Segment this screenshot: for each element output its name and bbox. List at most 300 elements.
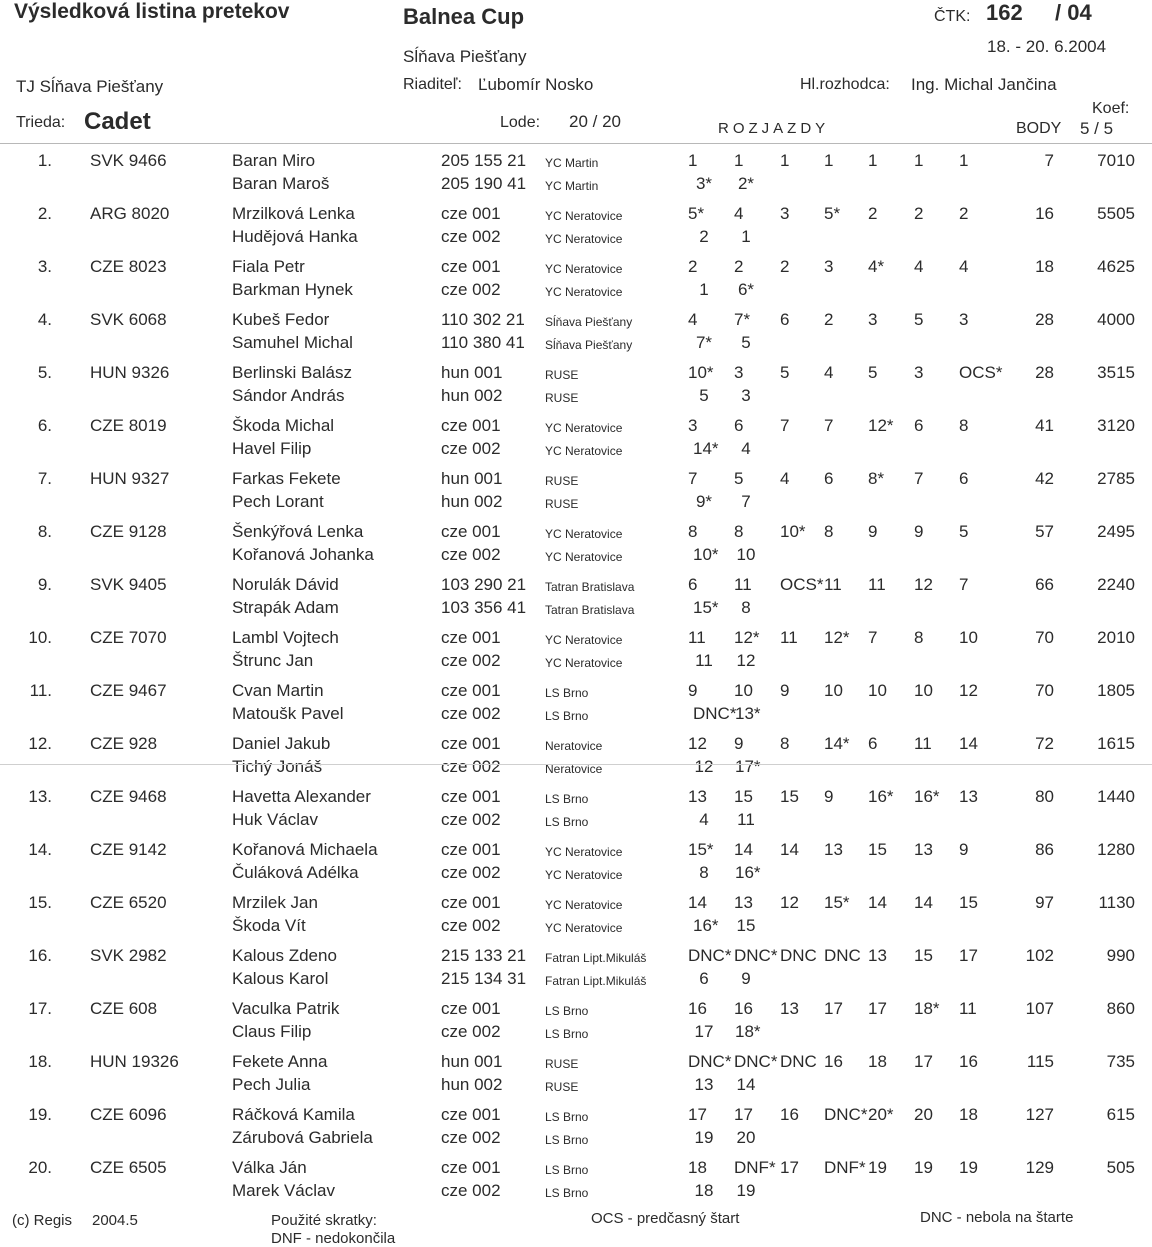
score: 3120 — [1097, 416, 1135, 435]
member-code: cze 001 — [441, 840, 501, 859]
race-result: 12 — [780, 893, 799, 912]
race-result: 16 — [734, 999, 753, 1018]
race-result: 7 — [824, 416, 834, 435]
race-result: 3 — [734, 363, 744, 382]
race-result: 2 — [688, 257, 698, 276]
rank: 15. — [28, 893, 52, 912]
director-label: Riaditeľ: — [403, 76, 462, 93]
club-name: YC Neratovice — [545, 232, 623, 246]
crew-name: Samuhel Michal — [232, 333, 353, 352]
member-code: cze 001 — [441, 1158, 501, 1177]
sail-number: CZE 9128 — [90, 522, 167, 541]
helm-name: Cvan Martin — [232, 681, 324, 700]
race-result: 3 — [824, 257, 834, 276]
race-result: 3 — [688, 416, 698, 435]
sail-number: SVK 9405 — [90, 575, 167, 594]
member-code: cze 002 — [441, 439, 501, 458]
race-result: 18 — [959, 1105, 978, 1124]
race-result: 3* — [695, 174, 713, 193]
race-result: 6 — [780, 310, 790, 329]
member-code: cze 001 — [441, 893, 501, 912]
club-name: YC Neratovice — [545, 527, 623, 541]
sail-number: SVK 2982 — [90, 946, 167, 965]
sail-number: SVK 9466 — [90, 151, 167, 170]
race-result: 9* — [695, 492, 713, 511]
points-header: BODY — [1016, 120, 1062, 137]
member-code: hun 002 — [441, 492, 503, 511]
race-result: 13 — [780, 999, 799, 1018]
race-result: 1 — [868, 151, 878, 170]
race-result: DNC* — [688, 1052, 732, 1071]
member-code: hun 001 — [441, 1052, 503, 1071]
member-code: cze 001 — [441, 1105, 501, 1124]
total-points: 42 — [1035, 469, 1054, 488]
table-row — [0, 890, 1152, 943]
member-code: hun 002 — [441, 386, 503, 405]
race-result: 2 — [699, 227, 709, 246]
header-separator — [0, 143, 1152, 144]
race-result: 5 — [959, 522, 969, 541]
race-result: 3 — [914, 363, 924, 382]
race-result: 11 — [737, 810, 755, 829]
table-row — [0, 307, 1152, 360]
club-name: YC Neratovice — [545, 421, 623, 435]
crew-name: Marek Václav — [232, 1181, 335, 1200]
race-result: DNF* — [734, 1158, 776, 1177]
member-code: cze 002 — [441, 704, 501, 723]
race-result: 10* — [780, 522, 806, 541]
rank: 5. — [37, 363, 52, 382]
member-code: cze 002 — [441, 1181, 501, 1200]
club-name: RUSE — [545, 474, 579, 488]
club-name: Fatran Lipt.Mikuláš — [545, 974, 647, 988]
member-code: cze 001 — [441, 787, 501, 806]
score: 1805 — [1097, 681, 1135, 700]
ctk-year: / 04 — [1055, 0, 1092, 25]
score: 505 — [1106, 1158, 1135, 1177]
sail-number: CZE 6505 — [90, 1158, 167, 1177]
member-code: cze 002 — [441, 916, 501, 935]
race-result: 7 — [688, 469, 698, 488]
rank: 14. — [28, 840, 52, 859]
organizer-club: TJ Sĺňava Piešťany — [16, 77, 164, 96]
total-points: 97 — [1035, 893, 1054, 912]
score: 860 — [1106, 999, 1135, 1018]
race-result: 19 — [868, 1158, 887, 1177]
helm-name: Farkas Fekete — [232, 469, 341, 488]
helm-name: Berlinski Balász — [232, 363, 352, 382]
score: 4625 — [1097, 257, 1135, 276]
sail-number: SVK 6068 — [90, 310, 167, 329]
race-result: DNC* — [734, 1052, 778, 1071]
score: 2495 — [1097, 522, 1135, 541]
race-result: 15 — [959, 893, 978, 912]
race-result: 4 — [741, 439, 751, 458]
member-code: cze 002 — [441, 810, 501, 829]
table-row — [0, 1102, 1152, 1155]
race-result: 10 — [959, 628, 978, 647]
ctk-number: 162 — [986, 0, 1023, 25]
sail-number: CZE 9468 — [90, 787, 167, 806]
club-name: YC Neratovice — [545, 868, 623, 882]
race-result: 17 — [868, 999, 887, 1018]
race-result: 7 — [780, 416, 790, 435]
races-header: ROZJAZDY — [718, 120, 830, 137]
race-result: 9 — [868, 522, 878, 541]
race-result: 14 — [688, 893, 707, 912]
race-result: 12 — [914, 575, 933, 594]
member-code: hun 001 — [441, 469, 503, 488]
score: 7010 — [1097, 151, 1135, 170]
race-result: 8 — [734, 522, 744, 541]
score: 3515 — [1097, 363, 1135, 382]
helm-name: Škoda Michal — [232, 416, 335, 435]
total-points: 80 — [1035, 787, 1054, 806]
crew-name: Tichý Jonáš — [232, 757, 323, 776]
race-result: 13 — [734, 893, 753, 912]
club-name: LS Brno — [545, 1163, 589, 1177]
race-result: 10 — [734, 681, 753, 700]
club-name: Neratovice — [545, 739, 603, 753]
club-name: LS Brno — [545, 1186, 589, 1200]
race-result: 16* — [868, 787, 894, 806]
race-result: 3 — [959, 310, 969, 329]
race-result: 11 — [780, 628, 798, 647]
race-result: 6 — [734, 416, 744, 435]
race-result: 9 — [959, 840, 969, 859]
rank: 12. — [28, 734, 52, 753]
crew-name: Barkman Hynek — [232, 280, 353, 299]
table-row — [0, 254, 1152, 307]
race-result: 5 — [741, 333, 751, 352]
sail-number: CZE 928 — [90, 734, 158, 753]
table-row — [0, 413, 1152, 466]
race-result: 2 — [734, 257, 744, 276]
member-code: cze 002 — [441, 1022, 501, 1041]
race-result: 15* — [693, 598, 719, 617]
race-result: 11 — [959, 999, 977, 1018]
club-name: Fatran Lipt.Mikuláš — [545, 951, 647, 965]
race-result: 17* — [735, 757, 761, 776]
club-name: RUSE — [545, 1080, 579, 1094]
event-dates: 18. - 20. 6.2004 — [987, 37, 1107, 56]
race-result: 12* — [868, 416, 894, 435]
total-points: 72 — [1035, 734, 1054, 753]
total-points: 115 — [1026, 1052, 1054, 1071]
race-result: 7* — [695, 333, 713, 352]
abbr-dnc: DNC - nebola na štarte — [920, 1209, 1074, 1226]
total-points: 41 — [1035, 416, 1054, 435]
race-result: 12* — [734, 628, 760, 647]
race-result: 19 — [694, 1128, 714, 1147]
helm-name: Norulák Dávid — [232, 575, 339, 594]
document-title: Výsledková listina pretekov — [14, 0, 290, 23]
rank: 6. — [37, 416, 52, 435]
rank: 16. — [28, 946, 52, 965]
club-name: Sĺňava Piešťany — [545, 338, 633, 352]
member-code: cze 001 — [441, 734, 501, 753]
race-result: 12* — [824, 628, 850, 647]
crew-name: Kalous Karol — [232, 969, 329, 988]
club-name: LS Brno — [545, 792, 589, 806]
table-row — [0, 784, 1152, 837]
helm-name: Mrzilková Lenka — [232, 204, 355, 223]
race-result: 15* — [688, 840, 714, 859]
race-result: 14 — [736, 1075, 756, 1094]
race-result: 19 — [959, 1158, 978, 1177]
rank: 11. — [29, 681, 52, 700]
race-result: 15 — [736, 916, 756, 935]
sail-number: HUN 9327 — [90, 469, 170, 488]
sail-number: CZE 6096 — [90, 1105, 167, 1124]
crew-name: Havel Filip — [232, 439, 312, 458]
helm-name: Vaculka Patrik — [232, 999, 340, 1018]
crew-name: Pech Julia — [232, 1075, 311, 1094]
race-result: 10 — [824, 681, 843, 700]
total-points: 127 — [1025, 1105, 1054, 1124]
judge-label: Hl.rozhodca: — [800, 76, 890, 93]
club-name: LS Brno — [545, 1110, 589, 1124]
club-name: YC Neratovice — [545, 444, 623, 458]
member-code: 110 302 21 — [441, 310, 525, 329]
race-result: 5* — [688, 204, 705, 223]
score: 1130 — [1098, 893, 1135, 912]
race-result: 11 — [824, 575, 842, 594]
total-points: 18 — [1035, 257, 1054, 276]
crew-name: Huk Václav — [232, 810, 318, 829]
total-points: 7 — [1044, 151, 1054, 170]
table-row — [0, 148, 1152, 201]
race-result: 4 — [699, 810, 709, 829]
table-row — [0, 1049, 1152, 1102]
race-result: 17 — [824, 999, 843, 1018]
race-result: 18 — [868, 1052, 887, 1071]
total-points: 86 — [1035, 840, 1054, 859]
race-result: 6 — [959, 469, 969, 488]
member-code: cze 002 — [441, 757, 501, 776]
race-result: 16* — [693, 916, 719, 935]
race-result: DNC — [780, 946, 817, 965]
race-result: 16 — [824, 1052, 843, 1071]
table-row — [0, 837, 1152, 890]
sail-number: CZE 8019 — [90, 416, 167, 435]
race-result: 8 — [914, 628, 924, 647]
table-row — [0, 201, 1152, 254]
race-result: 7* — [734, 310, 751, 329]
member-code: cze 001 — [441, 681, 501, 700]
race-result: 6 — [868, 734, 878, 753]
race-result: 17 — [688, 1105, 707, 1124]
race-result: 14 — [959, 734, 978, 753]
rank: 10. — [28, 628, 52, 647]
copyright: (c) Regis — [12, 1212, 73, 1229]
score: 2785 — [1097, 469, 1135, 488]
club-name: LS Brno — [545, 709, 589, 723]
member-code: cze 001 — [441, 522, 501, 541]
race-result: 3 — [868, 310, 878, 329]
race-result: 20 — [914, 1105, 933, 1124]
race-result: 18* — [735, 1022, 761, 1041]
table-row — [0, 996, 1152, 1049]
race-result: 13 — [694, 1075, 714, 1094]
sail-number: CZE 8023 — [90, 257, 167, 276]
sail-number: CZE 6520 — [90, 893, 167, 912]
race-result: 8 — [824, 522, 834, 541]
race-result: 2 — [780, 257, 790, 276]
member-code: hun 001 — [441, 363, 503, 382]
rank: 2. — [37, 204, 52, 223]
abbr-ocs: OCS - predčasný štart — [591, 1210, 740, 1227]
helm-name: Fiala Petr — [232, 257, 305, 276]
race-result: 10 — [868, 681, 887, 700]
helm-name: Ráčková Kamila — [232, 1105, 355, 1124]
class-value: Cadet — [84, 108, 151, 135]
club-name: YC Neratovice — [545, 285, 623, 299]
race-result: 10 — [914, 681, 933, 700]
race-result: 18 — [694, 1181, 714, 1200]
race-result: OCS* — [780, 575, 824, 594]
race-result: 16 — [959, 1052, 978, 1071]
race-result: 14 — [868, 893, 887, 912]
member-code: cze 001 — [441, 416, 501, 435]
race-result: 13 — [868, 946, 887, 965]
race-result: 2* — [737, 174, 755, 193]
rank: 13. — [28, 787, 52, 806]
race-result: 5 — [868, 363, 878, 382]
rank: 20. — [28, 1158, 52, 1177]
race-result: 8 — [699, 863, 709, 882]
race-result: DNF* — [824, 1158, 866, 1177]
score: 5505 — [1097, 204, 1135, 223]
race-result: 13* — [735, 704, 761, 723]
total-points: 57 — [1035, 522, 1054, 541]
score: 735 — [1106, 1052, 1135, 1071]
race-result: 1 — [699, 280, 709, 299]
race-result: 12 — [959, 681, 978, 700]
race-result: 6 — [688, 575, 698, 594]
score: 2010 — [1097, 628, 1135, 647]
member-code: cze 002 — [441, 1128, 501, 1147]
race-result: 6 — [699, 969, 709, 988]
race-result: 1 — [824, 151, 834, 170]
table-row — [0, 519, 1152, 572]
club-name: LS Brno — [545, 1027, 589, 1041]
crew-name: Claus Filip — [232, 1022, 312, 1041]
total-points: 129 — [1025, 1158, 1054, 1177]
total-points: 28 — [1035, 363, 1054, 382]
race-result: DNC* — [824, 1105, 868, 1124]
race-result: 8 — [741, 598, 751, 617]
member-code: cze 002 — [441, 545, 501, 564]
race-result: 1 — [741, 227, 751, 246]
club-name: RUSE — [545, 368, 579, 382]
race-result: 5 — [734, 469, 744, 488]
race-result: 8* — [868, 469, 885, 488]
race-result: 10* — [688, 363, 714, 382]
race-result: 13 — [914, 840, 933, 859]
class-label: Trieda: — [16, 114, 66, 131]
race-result: 6 — [914, 416, 924, 435]
race-result: DNC — [780, 1052, 817, 1071]
race-result: 4 — [780, 469, 790, 488]
koef-value: 5 / 5 — [1080, 119, 1114, 138]
race-result: 17 — [694, 1022, 714, 1041]
race-result: 6* — [737, 280, 755, 299]
race-result: 4 — [914, 257, 924, 276]
member-code: cze 001 — [441, 628, 501, 647]
member-code: hun 002 — [441, 1075, 503, 1094]
crew-name: Kořanová Johanka — [232, 545, 374, 564]
boats-label: Lode: — [500, 114, 541, 131]
member-code: cze 002 — [441, 280, 501, 299]
rank: 7. — [37, 469, 52, 488]
club-name: Sĺňava Piešťany — [545, 315, 633, 329]
race-result: 17 — [780, 1158, 799, 1177]
club-name: RUSE — [545, 391, 579, 405]
score: 1615 — [1097, 734, 1135, 753]
race-result: 7 — [959, 575, 969, 594]
crew-name: Škoda Vít — [232, 916, 306, 935]
race-result: 6 — [824, 469, 834, 488]
judge-name: Ing. Michal Jančina — [911, 75, 1057, 94]
rank: 1. — [37, 151, 52, 170]
club-name: Tatran Bratislava — [545, 603, 635, 617]
race-result: 11 — [695, 651, 713, 670]
race-result: 10* — [693, 545, 719, 564]
race-result: 11 — [734, 575, 752, 594]
race-result: 7 — [741, 492, 751, 511]
race-result: 1 — [734, 151, 744, 170]
race-result: 2 — [868, 204, 878, 223]
member-code: cze 002 — [441, 227, 501, 246]
table-row — [0, 731, 1152, 784]
race-result: 11 — [868, 575, 886, 594]
race-result: 16 — [688, 999, 707, 1018]
software-version: 2004.5 — [92, 1212, 138, 1229]
club-name: RUSE — [545, 497, 579, 511]
race-result: 4 — [824, 363, 834, 382]
club-name: Tatran Bratislava — [545, 580, 635, 594]
club-name: Neratovice — [545, 762, 603, 776]
sail-number: ARG 8020 — [90, 204, 170, 223]
race-result: 9 — [780, 681, 790, 700]
sail-number: CZE 9467 — [90, 681, 167, 700]
rank: 9. — [37, 575, 52, 594]
koef-label: Koef: — [1092, 100, 1130, 117]
race-result: 4 — [734, 204, 744, 223]
helm-name: Šenkýřová Lenka — [232, 522, 364, 541]
race-result: 9 — [824, 787, 834, 806]
club-name: YC Neratovice — [545, 633, 623, 647]
boats-value: 20 / 20 — [569, 112, 621, 131]
paper-crease — [0, 764, 1152, 765]
race-result: 4 — [959, 257, 969, 276]
member-code: cze 002 — [441, 863, 501, 882]
race-result: 14 — [914, 893, 933, 912]
race-result: 1 — [780, 151, 790, 170]
club-name: RUSE — [545, 1057, 579, 1071]
club-name: YC Neratovice — [545, 845, 623, 859]
helm-name: Kubeš Fedor — [232, 310, 330, 329]
race-result: 9 — [741, 969, 751, 988]
sail-number: CZE 9142 — [90, 840, 167, 859]
rank: 18. — [28, 1052, 52, 1071]
race-result: 2 — [824, 310, 834, 329]
race-result: OCS* — [959, 363, 1003, 382]
crew-name: Pech Lorant — [232, 492, 324, 511]
member-code: cze 002 — [441, 651, 501, 670]
helm-name: Válka Ján — [232, 1158, 307, 1177]
